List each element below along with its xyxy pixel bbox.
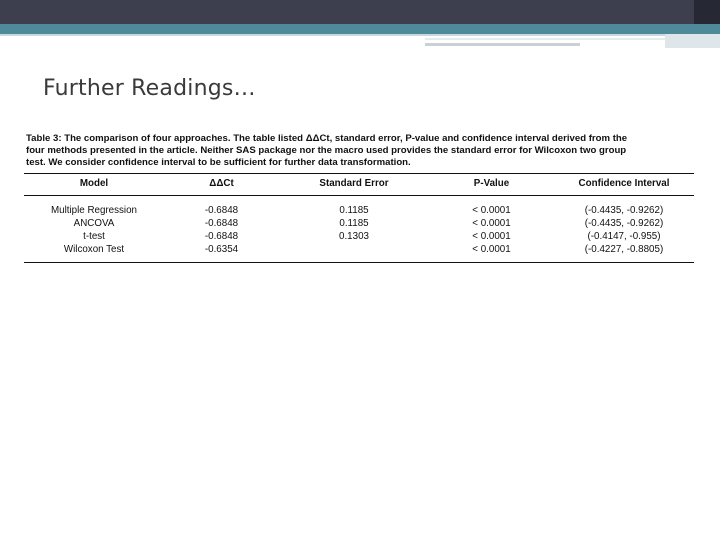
header-band [0, 0, 720, 24]
table-row [24, 230, 694, 243]
caption-line: four methods presented in the article. Neither SAS package nor the macro used provides the standard error for Wilcoxon two group [26, 145, 627, 156]
column-header-confidence-interval: Confidence Interval [578, 177, 670, 189]
cell-model: Wilcoxon Test [63, 244, 125, 255]
table-row [24, 217, 694, 230]
header-corner-accent [665, 34, 720, 48]
cell-ddct: -0.6354 [204, 244, 239, 255]
cell-standard-error: 0.1303 [339, 231, 369, 242]
cell-p-value: < 0.0001 [472, 205, 511, 216]
table-bottom-rule [24, 262, 694, 263]
table-header-row [24, 174, 694, 189]
cell-model: ANCOVA [73, 218, 115, 229]
cell-ddct: -0.6848 [204, 231, 239, 242]
caption-line: test. We consider confidence interval to be sufficient for further data transformation. [26, 157, 411, 168]
column-header-p-value: P-Value [473, 177, 510, 189]
cell-p-value: < 0.0001 [472, 218, 511, 229]
cell-standard-error [279, 243, 429, 256]
accent-line [425, 38, 665, 40]
cell-p-value: < 0.0001 [472, 244, 511, 255]
table-caption [24, 133, 694, 169]
table-row [24, 196, 694, 217]
column-header-model: Model [79, 177, 109, 189]
results-table-body [24, 196, 694, 256]
results-table [24, 174, 694, 189]
cell-confidence-interval: (-0.4435, -0.9262) [584, 205, 664, 216]
slide-title: Further Readings… [43, 76, 256, 101]
cell-model: t-test [83, 231, 105, 242]
cell-ddct: -0.6848 [204, 218, 239, 229]
cell-model: Multiple Regression [50, 205, 138, 216]
cell-standard-error: 0.1185 [339, 218, 369, 229]
header-divider [0, 34, 720, 36]
column-header-ddct: ΔΔCt [209, 177, 234, 189]
caption-line: Table 3: The comparison of four approaches. The table listed ΔΔCt, standard error, P-value and confidence interval derived from the [26, 133, 628, 144]
cell-ddct: -0.6848 [204, 205, 239, 216]
header-accent-band [0, 24, 720, 34]
cell-confidence-interval: (-0.4227, -0.8805) [584, 244, 664, 255]
table-figure [24, 133, 694, 278]
cell-p-value: < 0.0001 [472, 231, 511, 242]
accent-line [425, 43, 580, 46]
table-row [24, 243, 694, 256]
cell-confidence-interval: (-0.4147, -0.955) [587, 231, 661, 242]
header-corner-block [694, 0, 720, 24]
column-header-standard-error: Standard Error [319, 177, 389, 189]
cell-confidence-interval: (-0.4435, -0.9262) [584, 218, 664, 229]
cell-standard-error: 0.1185 [339, 205, 369, 216]
